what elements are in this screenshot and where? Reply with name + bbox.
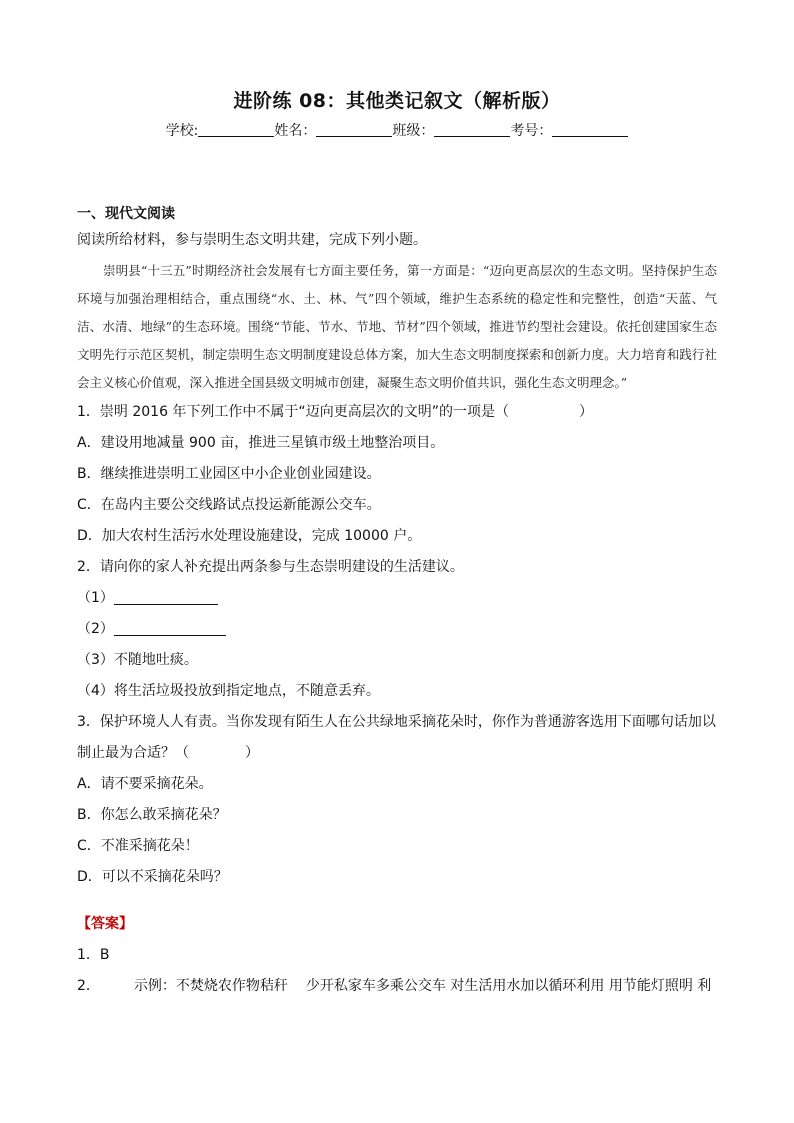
- question-1-option-a: A．建设用地减量 900 亩，推进三星镇市级土地整治项目。: [77, 435, 445, 451]
- reading-passage: 崇明县“十三五”时期经济社会发展有七方面主要任务，第一方面是：“迈向更高层次的生态文明。坚持保护生态环境与加强治理相结合，重点围绕“水、土、林、气”四个领域，维护生态系统的稳定性和完整性，创造“天蓝、气洁、水清、地绿”的生态环境。围绕“节能、节水、节地、节材”四个领域，推进节约型社会建设。依托创建国家生态文明先行示范区契机，制定崇明生态文明制度建设总体方案，加大生态文明制度探索和创新力度。大力培育和践行社会主义核心价值观，深入推进全国县级文明城市创建，凝聚生态文明价值共识，强化生态文明理念。”: [77, 263, 717, 390]
- question-1-stem: 1．崇明 2016 年下列工作中不属于“迈向更高层次的文明”的一项是（ ）: [77, 404, 593, 420]
- class-blank[interactable]: [434, 122, 510, 137]
- class-label: 班级：: [392, 123, 435, 139]
- question-3-stem-line-2: 制止最为合适？（ ）: [77, 745, 259, 761]
- question-3-option-c: C．不准采摘花朵！: [77, 838, 199, 854]
- item-2-prefix: （2）: [77, 621, 114, 637]
- answer-2-part-2: 少开私家车多乘公交车 对生活用水加以循环利用 用节能灯照明 利: [305, 978, 712, 994]
- question-3-stem-line-1: 3．保护环境人人有责。当你发现有陌生人在公共绿地采摘花朵时，你作为普通游客选用下面哪句话加以: [77, 714, 716, 730]
- question-2-item-3: （3）不随地吐痰。: [77, 652, 198, 668]
- answer-blank-1[interactable]: [114, 588, 218, 605]
- question-3-option-b: B．你怎么敢采摘花朵？: [77, 807, 227, 823]
- exam-no-label: 考号：: [510, 123, 553, 139]
- question-1-option-c: C．在岛内主要公交线路试点投运新能源公交车。: [77, 497, 381, 513]
- page-title: 进阶练 08：其他类记叙文（解析版）: [233, 90, 561, 112]
- section-intro: 阅读所给材料，参与崇明生态文明共建，完成下列小题。: [77, 232, 427, 248]
- student-info-line: [0, 120, 794, 140]
- question-2-item-1: [77, 583, 717, 614]
- question-1-option-d: D．加大农村生活污水处理设施建设，完成 10000 户。: [77, 528, 422, 544]
- question-2-item-2: [77, 614, 717, 645]
- section-heading: 一、现代文阅读: [77, 206, 175, 222]
- question-2-item-4: （4）将生活垃圾投放到指定地点，不随意丢弃。: [77, 683, 380, 699]
- question-1-option-b: B．继续推进崇明工业园区中小企业创业园建设。: [77, 466, 381, 482]
- question-3-option-d: D．可以不采摘花朵吗？: [77, 869, 228, 885]
- question-3-option-a: A．请不要采摘花朵。: [77, 776, 213, 792]
- question-2-stem: 2．请向你的家人补充提出两条参与生态崇明建设的生活建议。: [77, 559, 464, 575]
- answer-2-part-1: 示例：不焚烧农作物秸秆: [133, 978, 288, 994]
- answer-1: 1．B: [77, 947, 110, 963]
- answer-heading: 【答案】: [77, 916, 133, 932]
- exam-no-blank[interactable]: [552, 122, 628, 137]
- item-1-prefix: （1）: [77, 590, 114, 606]
- name-blank[interactable]: [316, 122, 392, 137]
- answer-blank-2[interactable]: [114, 619, 226, 636]
- school-blank[interactable]: [198, 122, 274, 137]
- school-label: 学校:: [165, 123, 199, 139]
- name-label: 姓名：: [274, 123, 317, 139]
- answer-2-prefix: 2．: [77, 978, 100, 994]
- main-content: [77, 203, 717, 1002]
- answer-2: [77, 971, 717, 1002]
